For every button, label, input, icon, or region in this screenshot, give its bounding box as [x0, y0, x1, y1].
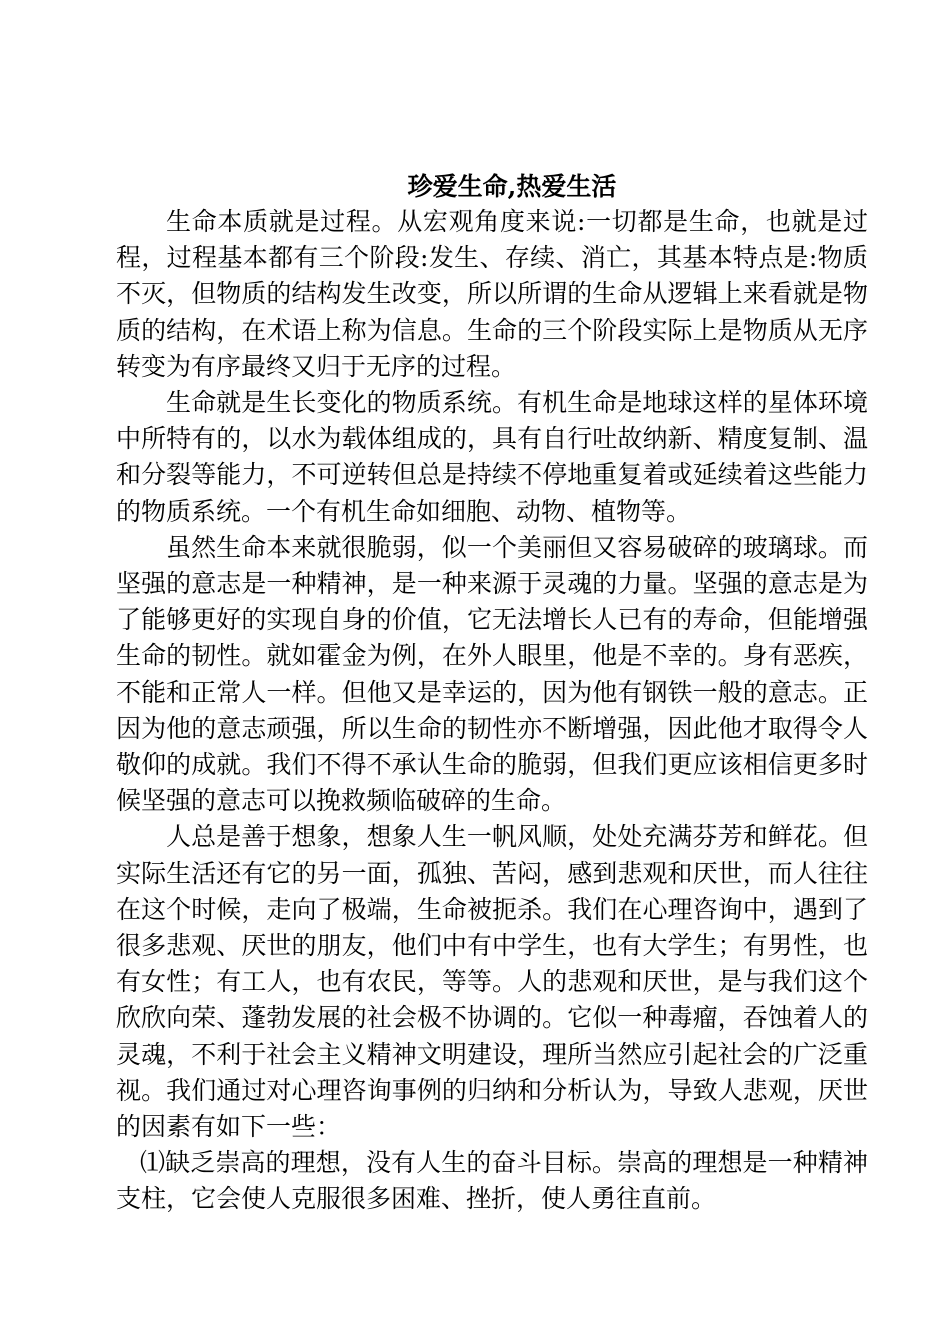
paragraph-3: 虽然生命本来就很脆弱，似一个美丽但又容易破碎的玻璃球。而坚强的意志是一种精神，是一种来源于灵魂的力量。坚强的意志是为了能够更好的实现自身的价值，它无法增长人已有的寿命，但能增强生命的韧性。就如霍金为例，在外人眼里，他是不幸的。身有恶疾，不能和正常人一样。但他又是幸运的，因为他有钢铁一般的意志。正因为他的意志顽强，所以生命的韧性亦不断增强，因此他才取得令人敬仰的成就。我们不得不承认生命的脆弱，但我们更应该相信更多时候坚强的意志可以挽救频临破碎的生命。	[116, 532, 868, 816]
list-item-1: ⑴缺乏崇高的理想，没有人生的奋斗目标。崇高的理想是一种精神支柱，它会使人克服很多困难、挫折，使人勇往直前。	[116, 1148, 868, 1214]
paragraph-1: 生命本质就是过程。从宏观角度来说:一切都是生命，也就是过程，过程基本都有三个阶段:发生、存续、消亡，其基本特点是:物质不灭，但物质的结构发生改变，所以所谓的生命从逻辑上来看就是物质的结构，在术语上称为信息。生命的三个阶段实际上是物质从无序转变为有序最终又归于无序的过程。	[116, 207, 868, 381]
paragraph-4: 人总是善于想象，想象人生一帆风顺，处处充满芬芳和鲜花。但实际生活还有它的另一面，孤独、苦闷，感到悲观和厌世，而人往往在这个时候，走向了极端，生命被扼杀。我们在心理咨询中，遇到了很多悲观、厌世的朋友，他们中有中学生，也有大学生；有男性，也有女性；有工人，也有农民，等等。人的悲观和厌世，是与我们这个欣欣向荣、蓬勃发展的社会极不协调的。它似一种毒瘤，吞蚀着人的灵魂，不利于社会主义精神文明建设，理所当然应引起社会的广泛重视。我们通过对心理咨询事例的归纳和分析认为，导致人悲观，厌世的因素有如下一些：	[116, 822, 868, 1142]
document-body	[116, 204, 868, 1218]
paragraph-2: 生命就是生长变化的物质系统。有机生命是地球这样的星体环境中所特有的，以水为载体组成的，具有自行吐故纳新、精度复制、温和分裂等能力，不可逆转但总是持续不停地重复着或延续着这些能力的物质系统。一个有机生命如细胞、动物、植物等。	[116, 388, 868, 526]
document-title: 珍爱生命,热爱生活	[407, 172, 617, 201]
